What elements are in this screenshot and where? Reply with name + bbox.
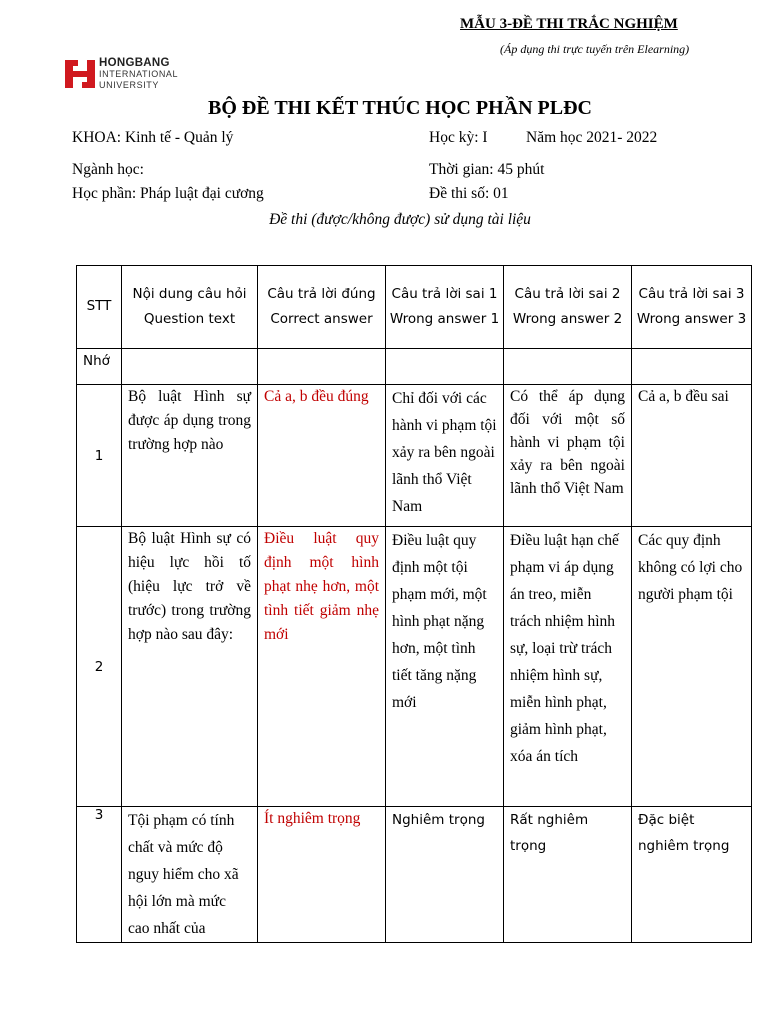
table-row [77, 527, 752, 807]
group-row [77, 349, 752, 385]
header-wrong3-en: Wrong answer 3 [636, 311, 747, 327]
header-stt: STT [77, 266, 122, 349]
logo-line-1: HONGBANG [99, 57, 170, 69]
row-number: 2 [77, 527, 122, 807]
wrong-answer-3-cell: Đặc biệt nghiêm trọng [632, 807, 752, 943]
question-table [76, 265, 752, 943]
wrong-answer-1-cell: Chỉ đối với các hành vi phạm tội xảy ra bên ngoài lãnh thổ Việt Nam [386, 385, 504, 527]
correct-answer-cell: Điều luật quy định một hình phạt nhẹ hơn, một tình tiết giảm nhẹ mới [258, 527, 386, 807]
wrong-answer-1-cell: Điều luật quy định một tội phạm mới, một hình phạt nặng hơn, một tình tiết tăng nặng mới [386, 527, 504, 807]
document-usage-notice: Đề thi (được/không được) sử dụng tài liệu [269, 211, 531, 228]
faculty: KHOA: Kinh tế - Quản lý [72, 129, 234, 146]
header-wrong2-en: Wrong answer 2 [512, 311, 623, 327]
exam-number: Đề thi số: 01 [429, 185, 509, 202]
header-correct-vi: Câu trả lời đúng [267, 285, 376, 302]
header-correct [258, 266, 386, 349]
header-wrong2 [504, 266, 632, 349]
question-cell: Bộ luật Hình sự được áp dụng trong trường hợp nào [122, 385, 258, 527]
question-cell: Tội phạm có tính chất và mức độ nguy hiểm cho xã hội lớn mà mức cao nhất của [122, 807, 258, 943]
header-wrong2-vi: Câu trả lời sai 2 [514, 285, 621, 302]
page-title: BỘ ĐỀ THI KẾT THÚC HỌC PHẦN PLĐC [208, 97, 592, 119]
header-question-en: Question text [143, 311, 236, 327]
wrong-answer-2-cell: Có thể áp dụng đối với một số hành vi phạm tội xảy ra bên ngoài lãnh thổ Việt Nam [504, 385, 632, 527]
header-correct-en: Correct answer [270, 311, 373, 327]
course: Học phần: Pháp luật đại cương [72, 185, 264, 202]
wrong-answer-2-cell: Điều luật hạn chế phạm vi áp dụng án treo, miễn trách nhiệm hình sự, loại trừ trách nhiệm hình sự, miễn hình phạt, giảm hình phạt, xóa án tích [504, 527, 632, 807]
school-year: Năm học 2021- 2022 [526, 129, 658, 146]
header-wrong1-vi: Câu trả lời sai 1 [391, 285, 498, 302]
major: Ngành học: [72, 161, 144, 178]
row-number: 1 [77, 385, 122, 527]
wrong-answer-2-cell: Rất nghiêm trọng [504, 807, 632, 943]
group-label: Nhớ [77, 349, 122, 385]
wrong-answer-3-cell: Cả a, b đều sai [632, 385, 752, 527]
header-question-vi: Nội dung câu hỏi [132, 285, 247, 302]
row-number: 3 [77, 807, 122, 943]
header-wrong1-en: Wrong answer 1 [389, 311, 500, 327]
table-row [77, 385, 752, 527]
question-cell: Bộ luật Hình sự có hiệu lực hồi tố (hiệu lực trở về trước) trong trường hợp nào sau đây: [122, 527, 258, 807]
wrong-answer-1-cell: Nghiêm trọng [386, 807, 504, 943]
header-wrong3-vi: Câu trả lời sai 3 [638, 285, 745, 302]
wrong-answer-3-cell: Các quy định không có lợi cho người phạm tội [632, 527, 752, 807]
table-row [77, 807, 752, 943]
logo-line-3: UNIVERSITY [99, 80, 160, 90]
header-wrong1 [386, 266, 504, 349]
correct-answer-cell: Ít nghiêm trọng [258, 807, 386, 943]
logo-line-2: INTERNATIONAL [99, 69, 179, 79]
header-question [122, 266, 258, 349]
exam-duration: Thời gian: 45 phút [429, 161, 545, 178]
hongbang-logo-icon [64, 58, 96, 90]
header-wrong3 [632, 266, 752, 349]
correct-answer-cell: Cả a, b đều đúng [258, 385, 386, 527]
table-header-row [77, 266, 752, 349]
university-logo [64, 58, 194, 92]
semester: Học kỳ: I [429, 129, 488, 146]
form-subtitle: (Áp dụng thi trực tuyến trên Elearning) [500, 42, 690, 56]
form-title: MẪU 3-ĐỀ THI TRẮC NGHIỆM [460, 16, 678, 32]
